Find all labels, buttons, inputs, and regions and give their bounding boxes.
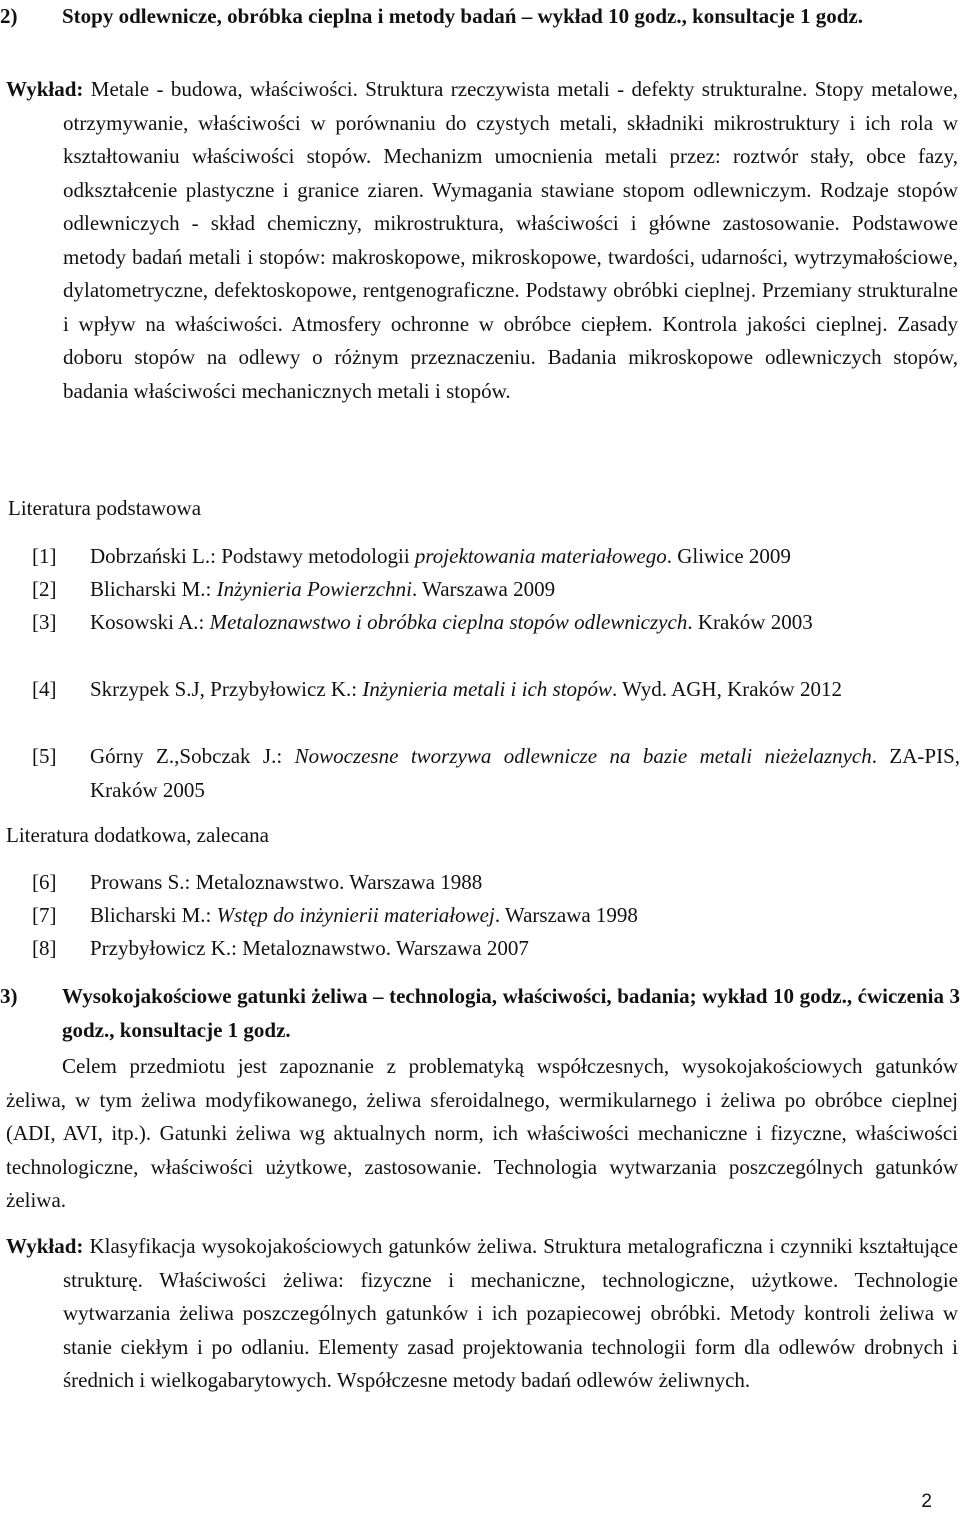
literature-item-suffix: . Warszawa 2009 <box>411 577 556 601</box>
literature-item-suffix: . ZA-PIS, Kraków 2005 <box>90 744 960 802</box>
literature-item-number: [8] <box>32 936 57 960</box>
literature-item <box>32 573 960 607</box>
section-2-heading <box>0 0 960 34</box>
literature-item-author: Górny Z.,Sobczak J.: <box>90 744 295 768</box>
literature-item <box>32 606 960 640</box>
literature-item <box>32 740 960 807</box>
section-3-heading <box>0 980 960 1047</box>
literature-item <box>32 866 960 900</box>
literature-item-suffix: . Warszawa 1988 <box>339 870 483 894</box>
literature-item-number: [7] <box>32 903 57 927</box>
literature-item-suffix: . Gliwice 2009 <box>666 544 791 568</box>
section-2-lecture-text: Metale - budowa, właściwości. Struktura rzeczywista metali - defekty strukturalne. Stopy metalowe, otrzymywanie, właściwości w porównaniu do czystych metali, składniki mikrostruktury i ich rola w kształtowaniu właściwości stopów. Mechanizm umocnienia metali przez: roztwór stały, obce fazy, odkształcenie plastyczne i granice ziaren. Wymagania stawiane stopom odlewniczym. Rodzaje stopów odlewniczych - skład chemiczny, mikrostruktura, właściwości i główne zastosowanie. Podstawowe metody badań metali i stopów: makroskopowe, mikroskopowe, twardości, udarności, wytrzymałościowe, dylatometryczne, defektoskopowe, rentgenograficzne. Podstawy obróbki cieplnej. Przemiany strukturalne i wpływ na właściwości. Atmosfery ochronne w obróbce ciepłem. Kontrola jakości cieplnej. Zasady doboru stopów na odlewy o różnym przeznaczeniu. Badania mikroskopowe odlewniczych stopów, badania właściwości mechanicznych metali i stopów. <box>63 77 958 403</box>
section-3-intro: Celem przedmiotu jest zapoznanie z problematyką współczesnych, wysokojakościowych gatunków żeliwa, w tym żeliwa modyfikowanego, żeliwa sferoidalnego, wermikularnego i żeliwa po obróbce cieplnej (ADI, AVI, itp.). Gatunki żeliwa wg aktualnych norm, ich właściwości mechaniczne i fizyczne, właściwości technologiczne, właściwości użytkowe, zastosowanie. Technologia wytwarzania poszczególnych gatunków żeliwa. <box>6 1054 958 1212</box>
literature-item-author: Dobrzański L.: <box>90 544 222 568</box>
section-2-lecture <box>6 73 958 408</box>
literature-item-suffix: . Warszawa 1998 <box>494 903 638 927</box>
literature-item-author: Skrzypek S.J, Przybyłowicz K.: <box>90 677 363 701</box>
literature-basic-heading: Literatura podstawowa <box>8 496 202 520</box>
literature-item <box>32 673 960 707</box>
literature-item-author: Prowans S.: <box>90 870 196 894</box>
literature-item-author: Kosowski A.: <box>90 610 210 634</box>
literature-item-suffix: . Kraków 2003 <box>687 610 813 634</box>
literature-item-author: Blicharski M.: <box>90 903 217 927</box>
literature-item-suffix: . Warszawa 2007 <box>385 936 529 960</box>
literature-item-author: Przybyłowicz K.: <box>90 936 243 960</box>
section-3-lecture <box>6 1230 958 1398</box>
literature-item-title: projektowania materiałowego <box>414 544 667 568</box>
literature-item <box>32 540 960 574</box>
literature-item-title: Nowoczesne tworzywa odlewnicze na bazie metali nieżelaznych <box>294 744 872 768</box>
literature-item-title: Inżynieria Powierzchni <box>216 577 412 601</box>
literature-item-prefix: Metaloznawstwo <box>195 870 340 894</box>
literature-item-number: [5] <box>32 744 57 768</box>
literature-item-title: Metaloznawstwo i obróbka cieplna stopów odlewniczych <box>209 610 688 634</box>
page-number: 2 <box>921 1491 932 1512</box>
literature-item-number: [3] <box>32 610 57 634</box>
literature-extra-heading: Literatura dodatkowa, zalecana <box>6 823 269 847</box>
section-3-number: 3) <box>0 984 18 1008</box>
literature-item-suffix: . Wyd. AGH, Kraków 2012 <box>612 677 842 701</box>
section-2-title: Stopy odlewnicze, obróbka cieplna i metody badań – wykład 10 godz., konsultacje 1 godz. <box>62 4 863 28</box>
literature-item-number: [4] <box>32 677 57 701</box>
literature-item-number: [6] <box>32 870 57 894</box>
literature-item-prefix: Metaloznawstwo <box>242 936 386 960</box>
literature-item-number: [1] <box>32 544 57 568</box>
section-2-number: 2) <box>0 4 18 28</box>
literature-item-prefix: Podstawy metodologii <box>221 544 415 568</box>
section-3-title: Wysokojakościowe gatunki żeliwa – technologia, właściwości, badania; wykład 10 godz., ćwiczenia 3 godz., konsultacje 1 godz. <box>62 984 960 1042</box>
section-3-lecture-label: Wykład: <box>6 1234 84 1258</box>
literature-item <box>32 932 960 966</box>
section-2-lecture-label: Wykład: <box>6 77 84 101</box>
literature-item-title: Inżynieria metali i ich stopów <box>362 677 613 701</box>
section-3-lecture-body <box>6 1230 958 1398</box>
literature-item <box>32 899 960 933</box>
section-2-lecture-body <box>6 73 958 408</box>
literature-item-number: [2] <box>32 577 57 601</box>
literature-item-title: Wstęp do inżynierii materiałowej <box>216 903 495 927</box>
section-3-lecture-text: Klasyfikacja wysokojakościowych gatunków żeliwa. Struktura metalograficzna i czynniki kształtujące strukturę. Właściwości żeliwa: fizyczne i mechaniczne, technologiczne, użytkowe. Technologie wytwarzania żeliwa poszczególnych gatunków i ich pozapiecowej obróbki. Metody kontroli żeliwa w stanie ciekłym i po odlaniu. Elementy zasad projektowania technologii form dla odlewów drobnych i średnich i wielkogabarytowych. Współczesne metody badań odlewów żeliwnych. <box>63 1234 958 1392</box>
literature-item-author: Blicharski M.: <box>90 577 217 601</box>
